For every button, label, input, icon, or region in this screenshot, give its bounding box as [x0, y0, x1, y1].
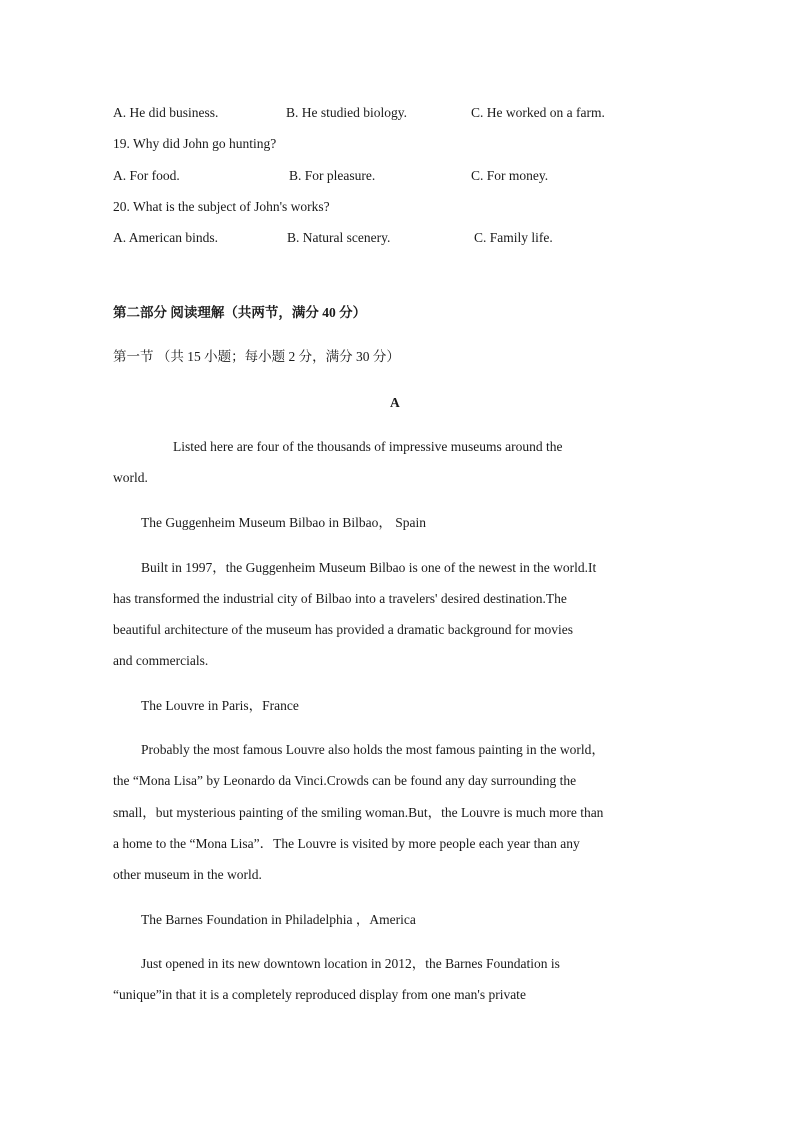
q19-option-c: C. For money.	[471, 168, 549, 183]
part2-heading: 第二部分 阅读理解（共两节，满分 40 分）	[113, 305, 367, 320]
paragraph-line: Just opened in its new downtown location in 2012，the Barnes Foundation is	[141, 956, 560, 971]
paragraph-line: has transformed the industrial city of Bilbao into a travelers' desired destination.The	[113, 591, 567, 606]
museum-title-barnes: The Barnes Foundation in Philadelphia ，America	[141, 912, 416, 927]
paragraph-line: other museum in the world.	[113, 867, 262, 882]
passage-intro-line: Listed here are four of the thousands of impressive museums around the	[173, 439, 563, 454]
museum-title-louvre: The Louvre in Paris，France	[141, 698, 299, 713]
paragraph-line: and commercials.	[113, 653, 209, 668]
q18-option-b: B. He studied biology.	[286, 105, 407, 120]
q20-stem: 20. What is the subject of John's works?	[113, 199, 330, 214]
paragraph-line: a home to the “Mona Lisa”．The Louvre is visited by more people each year than any	[113, 836, 580, 851]
paragraph-line: Probably the most famous Louvre also holds the most famous painting in the world，	[141, 742, 605, 757]
passage-letter: A	[390, 395, 400, 410]
q18-option-a: A. He did business.	[113, 105, 219, 120]
paragraph-line: small，but mysterious painting of the smiling woman.But，the Louvre is much more than	[113, 805, 604, 820]
q20-option-c: C. Family life.	[474, 230, 553, 245]
section1-heading: 第一节 （共 15 小题；每小题 2 分，满分 30 分）	[113, 349, 400, 364]
paragraph-line: Built in 1997，the Guggenheim Museum Bilbao is one of the newest in the world.It	[141, 560, 597, 575]
q20-option-b: B. Natural scenery.	[287, 230, 391, 245]
paragraph-line: beautiful architecture of the museum has provided a dramatic background for movies	[113, 622, 573, 637]
q19-stem: 19. Why did John go hunting?	[113, 136, 277, 151]
paragraph-line: the “Mona Lisa” by Leonardo da Vinci.Crowds can be found any day surrounding the	[113, 773, 577, 788]
q19-option-b: B. For pleasure.	[289, 168, 376, 183]
passage-intro-line: world.	[113, 470, 148, 485]
q18-option-c: C. He worked on a farm.	[471, 105, 605, 120]
paragraph-line: “unique”in that it is a completely reproduced display from one man's private	[113, 987, 526, 1002]
museum-title-guggenheim: The Guggenheim Museum Bilbao in Bilbao， Spain	[141, 515, 426, 530]
q19-option-a: A. For food.	[113, 168, 180, 183]
q20-option-a: A. American binds.	[113, 230, 218, 245]
